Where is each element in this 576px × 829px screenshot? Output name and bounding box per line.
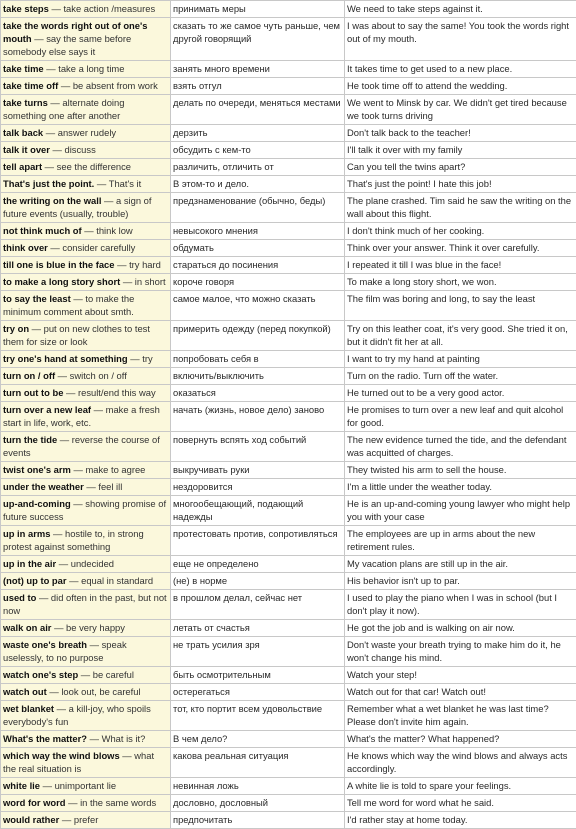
- idiom-definition: — unimportant lie: [40, 780, 116, 791]
- russian-translation: короче говоря: [171, 274, 345, 291]
- russian-translation: невинная ложь: [171, 778, 345, 795]
- idiom-definition: — see the difference: [42, 161, 131, 172]
- table-row: [1, 1, 576, 18]
- russian-translation: В чем дело?: [171, 731, 345, 748]
- idiom-definition: — take action /measures: [49, 3, 155, 14]
- idiom-definition: — discuss: [50, 144, 96, 155]
- idiom-definition: — did often in the past, but not now: [3, 592, 167, 616]
- russian-translation: начать (жизнь, новое дело) заново: [171, 402, 345, 432]
- table-row: [1, 556, 576, 573]
- idiom-cell: [1, 556, 171, 573]
- usage-example: I repeated it till I was blue in the face!: [345, 257, 576, 274]
- russian-translation: выкручивать руки: [171, 462, 345, 479]
- idiom-cell: [1, 637, 171, 667]
- idioms-table-body: [1, 1, 576, 829]
- table-row: [1, 432, 576, 462]
- usage-example: Don't waste your breath trying to make him do it, he won't change his mind.: [345, 637, 576, 667]
- russian-translation: включить/выключить: [171, 368, 345, 385]
- idiom-term: talk it over: [3, 144, 50, 155]
- usage-example: What's the matter? What happened?: [345, 731, 576, 748]
- russian-translation: различить, отличить от: [171, 159, 345, 176]
- table-row: [1, 176, 576, 193]
- table-row: [1, 368, 576, 385]
- idiom-definition: — showing promise of future success: [3, 498, 166, 522]
- russian-translation: обдумать: [171, 240, 345, 257]
- idiom-term: watch one's step: [3, 669, 78, 680]
- table-row: [1, 257, 576, 274]
- table-row: [1, 778, 576, 795]
- russian-translation: повернуть вспять ход событий: [171, 432, 345, 462]
- idiom-term: (not) up to par: [3, 575, 67, 586]
- idiom-term: take time off: [3, 80, 58, 91]
- usage-example: The employees are up in arms about the new retirement rules.: [345, 526, 576, 556]
- idiom-term: the writing on the wall: [3, 195, 101, 206]
- idiom-definition: — a kill-joy, who spoils everybody's fun: [3, 703, 151, 727]
- russian-translation: какова реальная ситуация: [171, 748, 345, 778]
- russian-translation: невысокого мнения: [171, 223, 345, 240]
- idiom-definition: — to make the minimum comment about smth.: [3, 293, 134, 317]
- usage-example: My vacation plans are still up in the air.: [345, 556, 576, 573]
- idiom-cell: [1, 667, 171, 684]
- usage-example: Think over your answer. Think it over carefully.: [345, 240, 576, 257]
- idiom-term: turn the tide: [3, 434, 57, 445]
- table-row: [1, 78, 576, 95]
- idiom-definition: — try hard: [114, 259, 160, 270]
- table-row: [1, 462, 576, 479]
- table-row: [1, 496, 576, 526]
- idiom-term: up-and-coming: [3, 498, 71, 509]
- russian-translation: В этом-то и дело.: [171, 176, 345, 193]
- russian-translation: дерзить: [171, 125, 345, 142]
- usage-example: I used to play the piano when I was in school (but I don't play it now).: [345, 590, 576, 620]
- russian-translation: (не) в норме: [171, 573, 345, 590]
- idiom-term: watch out: [3, 686, 47, 697]
- idiom-term: take the words right out of one's mouth: [3, 20, 147, 44]
- usage-example: The film was boring and long, to say the least: [345, 291, 576, 321]
- idiom-definition: — put on new clothes to test them for size or look: [3, 323, 150, 347]
- idiom-definition: — say the same before somebody else says it: [3, 33, 131, 57]
- idiom-cell: [1, 496, 171, 526]
- idiom-cell: [1, 159, 171, 176]
- table-row: [1, 159, 576, 176]
- idiom-term: to say the least: [3, 293, 71, 304]
- usage-example: We need to take steps against it.: [345, 1, 576, 18]
- russian-translation: взять отгул: [171, 78, 345, 95]
- table-row: [1, 573, 576, 590]
- russian-translation: предзнаменование (обычно, беды): [171, 193, 345, 223]
- idiom-term: twist one's arm: [3, 464, 71, 475]
- idiom-term: not think much of: [3, 225, 82, 236]
- usage-example: A white lie is told to spare your feelings.: [345, 778, 576, 795]
- usage-example: He is an up-and-coming young lawyer who might help you with your case: [345, 496, 576, 526]
- idiom-definition: — hostile to, in strong protest against something: [3, 528, 144, 552]
- idiom-definition: — consider carefully: [48, 242, 136, 253]
- russian-translation: сказать то же самое чуть раньше, чем другой говорящий: [171, 18, 345, 61]
- idiom-cell: [1, 240, 171, 257]
- idiom-cell: [1, 462, 171, 479]
- table-row: [1, 684, 576, 701]
- idiom-term: till one is blue in the face: [3, 259, 114, 270]
- idiom-term: turn on / off: [3, 370, 55, 381]
- table-row: [1, 18, 576, 61]
- usage-example: I want to try my hand at painting: [345, 351, 576, 368]
- idiom-cell: [1, 620, 171, 637]
- table-row: [1, 193, 576, 223]
- idiom-cell: [1, 402, 171, 432]
- idiom-cell: [1, 590, 171, 620]
- usage-example: The new evidence turned the tide, and the defendant was acquitted of charges.: [345, 432, 576, 462]
- russian-translation: самое малое, что можно сказать: [171, 291, 345, 321]
- idiom-term: think over: [3, 242, 48, 253]
- russian-translation: дословно, дословный: [171, 795, 345, 812]
- idiom-term: used to: [3, 592, 36, 603]
- idiom-term: turn over a new leaf: [3, 404, 91, 415]
- idiom-cell: [1, 778, 171, 795]
- usage-example: Watch your step!: [345, 667, 576, 684]
- table-row: [1, 240, 576, 257]
- idiom-cell: [1, 385, 171, 402]
- idiom-definition: — be absent from work: [58, 80, 158, 91]
- idiom-definition: — feel ill: [84, 481, 123, 492]
- idiom-term: take steps: [3, 3, 49, 14]
- russian-translation: остерегаться: [171, 684, 345, 701]
- usage-example: Can you tell the twins apart?: [345, 159, 576, 176]
- usage-example: We went to Minsk by car. We didn't get tired because we took turns driving: [345, 95, 576, 125]
- idiom-cell: [1, 142, 171, 159]
- idiom-definition: — speak uselessly, to no purpose: [3, 639, 127, 663]
- idiom-definition: — think low: [82, 225, 133, 236]
- table-row: [1, 620, 576, 637]
- russian-translation: протестовать против, сопротивляться: [171, 526, 345, 556]
- usage-example: Watch out for that car! Watch out!: [345, 684, 576, 701]
- idiom-definition: — a sign of future events (usually, trouble): [3, 195, 151, 219]
- idiom-cell: [1, 795, 171, 812]
- usage-example: Tell me word for word what he said.: [345, 795, 576, 812]
- usage-example: He got the job and is walking on air now.: [345, 620, 576, 637]
- idiom-definition: — be careful: [78, 669, 134, 680]
- idiom-cell: [1, 257, 171, 274]
- idiom-term: talk back: [3, 127, 43, 138]
- usage-example: To make a long story short, we won.: [345, 274, 576, 291]
- russian-translation: занять много времени: [171, 61, 345, 78]
- usage-example: He took time off to attend the wedding.: [345, 78, 576, 95]
- idiom-definition: — What is it?: [87, 733, 145, 744]
- idiom-term: up in arms: [3, 528, 50, 539]
- usage-example: His behavior isn't up to par.: [345, 573, 576, 590]
- idiom-cell: [1, 61, 171, 78]
- idiom-definition: — undecided: [56, 558, 114, 569]
- idiom-term: under the weather: [3, 481, 84, 492]
- idiom-cell: [1, 321, 171, 351]
- idiom-cell: [1, 125, 171, 142]
- table-row: [1, 812, 576, 829]
- idiom-term: which way the wind blows: [3, 750, 120, 761]
- russian-translation: делать по очереди, меняться местами: [171, 95, 345, 125]
- idiom-term: tell apart: [3, 161, 42, 172]
- russian-translation: не трать усилия зря: [171, 637, 345, 667]
- idiom-definition: — result/end this way: [63, 387, 155, 398]
- table-row: [1, 351, 576, 368]
- table-row: [1, 526, 576, 556]
- idiom-cell: [1, 701, 171, 731]
- usage-example: I'll talk it over with my family: [345, 142, 576, 159]
- russian-translation: попробовать себя в: [171, 351, 345, 368]
- table-row: [1, 223, 576, 240]
- idiom-definition: — look out, be careful: [47, 686, 141, 697]
- idiom-definition: — what the real situation is: [3, 750, 154, 774]
- table-row: [1, 61, 576, 78]
- table-row: [1, 701, 576, 731]
- usage-example: Turn on the radio. Turn off the water.: [345, 368, 576, 385]
- idiom-term: What's the matter?: [3, 733, 87, 744]
- table-row: [1, 667, 576, 684]
- table-row: [1, 321, 576, 351]
- idiom-cell: [1, 432, 171, 462]
- idiom-term: try on: [3, 323, 29, 334]
- idiom-term: waste one's breath: [3, 639, 87, 650]
- idiom-cell: [1, 223, 171, 240]
- table-row: [1, 385, 576, 402]
- russian-translation: еще не определено: [171, 556, 345, 573]
- idiom-cell: [1, 748, 171, 778]
- idiom-term: That's just the point.: [3, 178, 94, 189]
- russian-translation: многообещающий, подающий надежды: [171, 496, 345, 526]
- idiom-cell: [1, 812, 171, 829]
- usage-example: He turned out to be a very good actor.: [345, 385, 576, 402]
- usage-example: They twisted his arm to sell the house.: [345, 462, 576, 479]
- idiom-definition: — equal in standard: [67, 575, 154, 586]
- russian-translation: оказаться: [171, 385, 345, 402]
- usage-example: I was about to say the same! You took the words right out of my mouth.: [345, 18, 576, 61]
- table-row: [1, 479, 576, 496]
- idiom-definition: — reverse the course of events: [3, 434, 160, 458]
- idiom-definition: — make a fresh start in life, work, etc.: [3, 404, 160, 428]
- russian-translation: примерить одежду (перед покупкой): [171, 321, 345, 351]
- idiom-cell: [1, 18, 171, 61]
- idiom-definition: — prefer: [59, 814, 98, 825]
- table-row: [1, 637, 576, 667]
- idiom-definition: — try: [128, 353, 153, 364]
- idiom-definition: — answer rudely: [43, 127, 116, 138]
- table-row: [1, 125, 576, 142]
- table-row: [1, 291, 576, 321]
- idiom-term: to make a long story short: [3, 276, 120, 287]
- idiom-term: word for word: [3, 797, 66, 808]
- idiom-cell: [1, 176, 171, 193]
- idiom-cell: [1, 291, 171, 321]
- idiom-definition: — in the same words: [66, 797, 157, 808]
- idiom-term: white lie: [3, 780, 40, 791]
- usage-example: I'm a little under the weather today.: [345, 479, 576, 496]
- russian-translation: в прошлом делал, сейчас нет: [171, 590, 345, 620]
- usage-example: Try on this leather coat, it's very good. She tried it on, but it didn't fit her at all.: [345, 321, 576, 351]
- usage-example: He knows which way the wind blows and always acts accordingly.: [345, 748, 576, 778]
- table-row: [1, 274, 576, 291]
- idiom-definition: — take a long time: [44, 63, 125, 74]
- idiom-cell: [1, 1, 171, 18]
- russian-translation: быть осмотрительным: [171, 667, 345, 684]
- idiom-definition: — in short: [120, 276, 165, 287]
- russian-translation: стараться до посинения: [171, 257, 345, 274]
- idiom-definition: — make to agree: [71, 464, 146, 475]
- table-row: [1, 142, 576, 159]
- idiom-cell: [1, 78, 171, 95]
- idiom-cell: [1, 526, 171, 556]
- russian-translation: предпочитать: [171, 812, 345, 829]
- idiom-term: up in the air: [3, 558, 56, 569]
- table-row: [1, 731, 576, 748]
- usage-example: That's just the point! I hate this job!: [345, 176, 576, 193]
- russian-translation: тот, кто портит всем удовольствие: [171, 701, 345, 731]
- idiom-term: wet blanket: [3, 703, 54, 714]
- idiom-term: take turns: [3, 97, 48, 108]
- idiom-cell: [1, 274, 171, 291]
- idiom-cell: [1, 193, 171, 223]
- idiom-cell: [1, 351, 171, 368]
- idiom-cell: [1, 731, 171, 748]
- idiom-cell: [1, 684, 171, 701]
- idiom-term: would rather: [3, 814, 59, 825]
- table-row: [1, 590, 576, 620]
- idiom-definition: — That's it: [94, 178, 141, 189]
- russian-translation: обсудить с кем-то: [171, 142, 345, 159]
- idiom-cell: [1, 573, 171, 590]
- usage-example: The plane crashed. Tim said he saw the writing on the wall about this flight.: [345, 193, 576, 223]
- table-row: [1, 748, 576, 778]
- idiom-term: walk on air: [3, 622, 51, 633]
- idiom-term: try one's hand at something: [3, 353, 128, 364]
- idiom-cell: [1, 95, 171, 125]
- idiom-term: take time: [3, 63, 44, 74]
- table-row: [1, 795, 576, 812]
- usage-example: Remember what a wet blanket he was last time? Please don't invite him again.: [345, 701, 576, 731]
- usage-example: I don't think much of her cooking.: [345, 223, 576, 240]
- russian-translation: принимать меры: [171, 1, 345, 18]
- idiom-cell: [1, 368, 171, 385]
- usage-example: It takes time to get used to a new place.: [345, 61, 576, 78]
- usage-example: He promises to turn over a new leaf and quit alcohol for good.: [345, 402, 576, 432]
- idiom-definition: — alternate doing something one after another: [3, 97, 124, 121]
- russian-translation: нездоровится: [171, 479, 345, 496]
- idiom-cell: [1, 479, 171, 496]
- russian-translation: летать от счастья: [171, 620, 345, 637]
- table-row: [1, 95, 576, 125]
- usage-example: Don't talk back to the teacher!: [345, 125, 576, 142]
- idiom-definition: — be very happy: [51, 622, 124, 633]
- idiom-definition: — switch on / off: [55, 370, 127, 381]
- usage-example: I'd rather stay at home today.: [345, 812, 576, 829]
- table-row: [1, 402, 576, 432]
- idiom-term: turn out to be: [3, 387, 63, 398]
